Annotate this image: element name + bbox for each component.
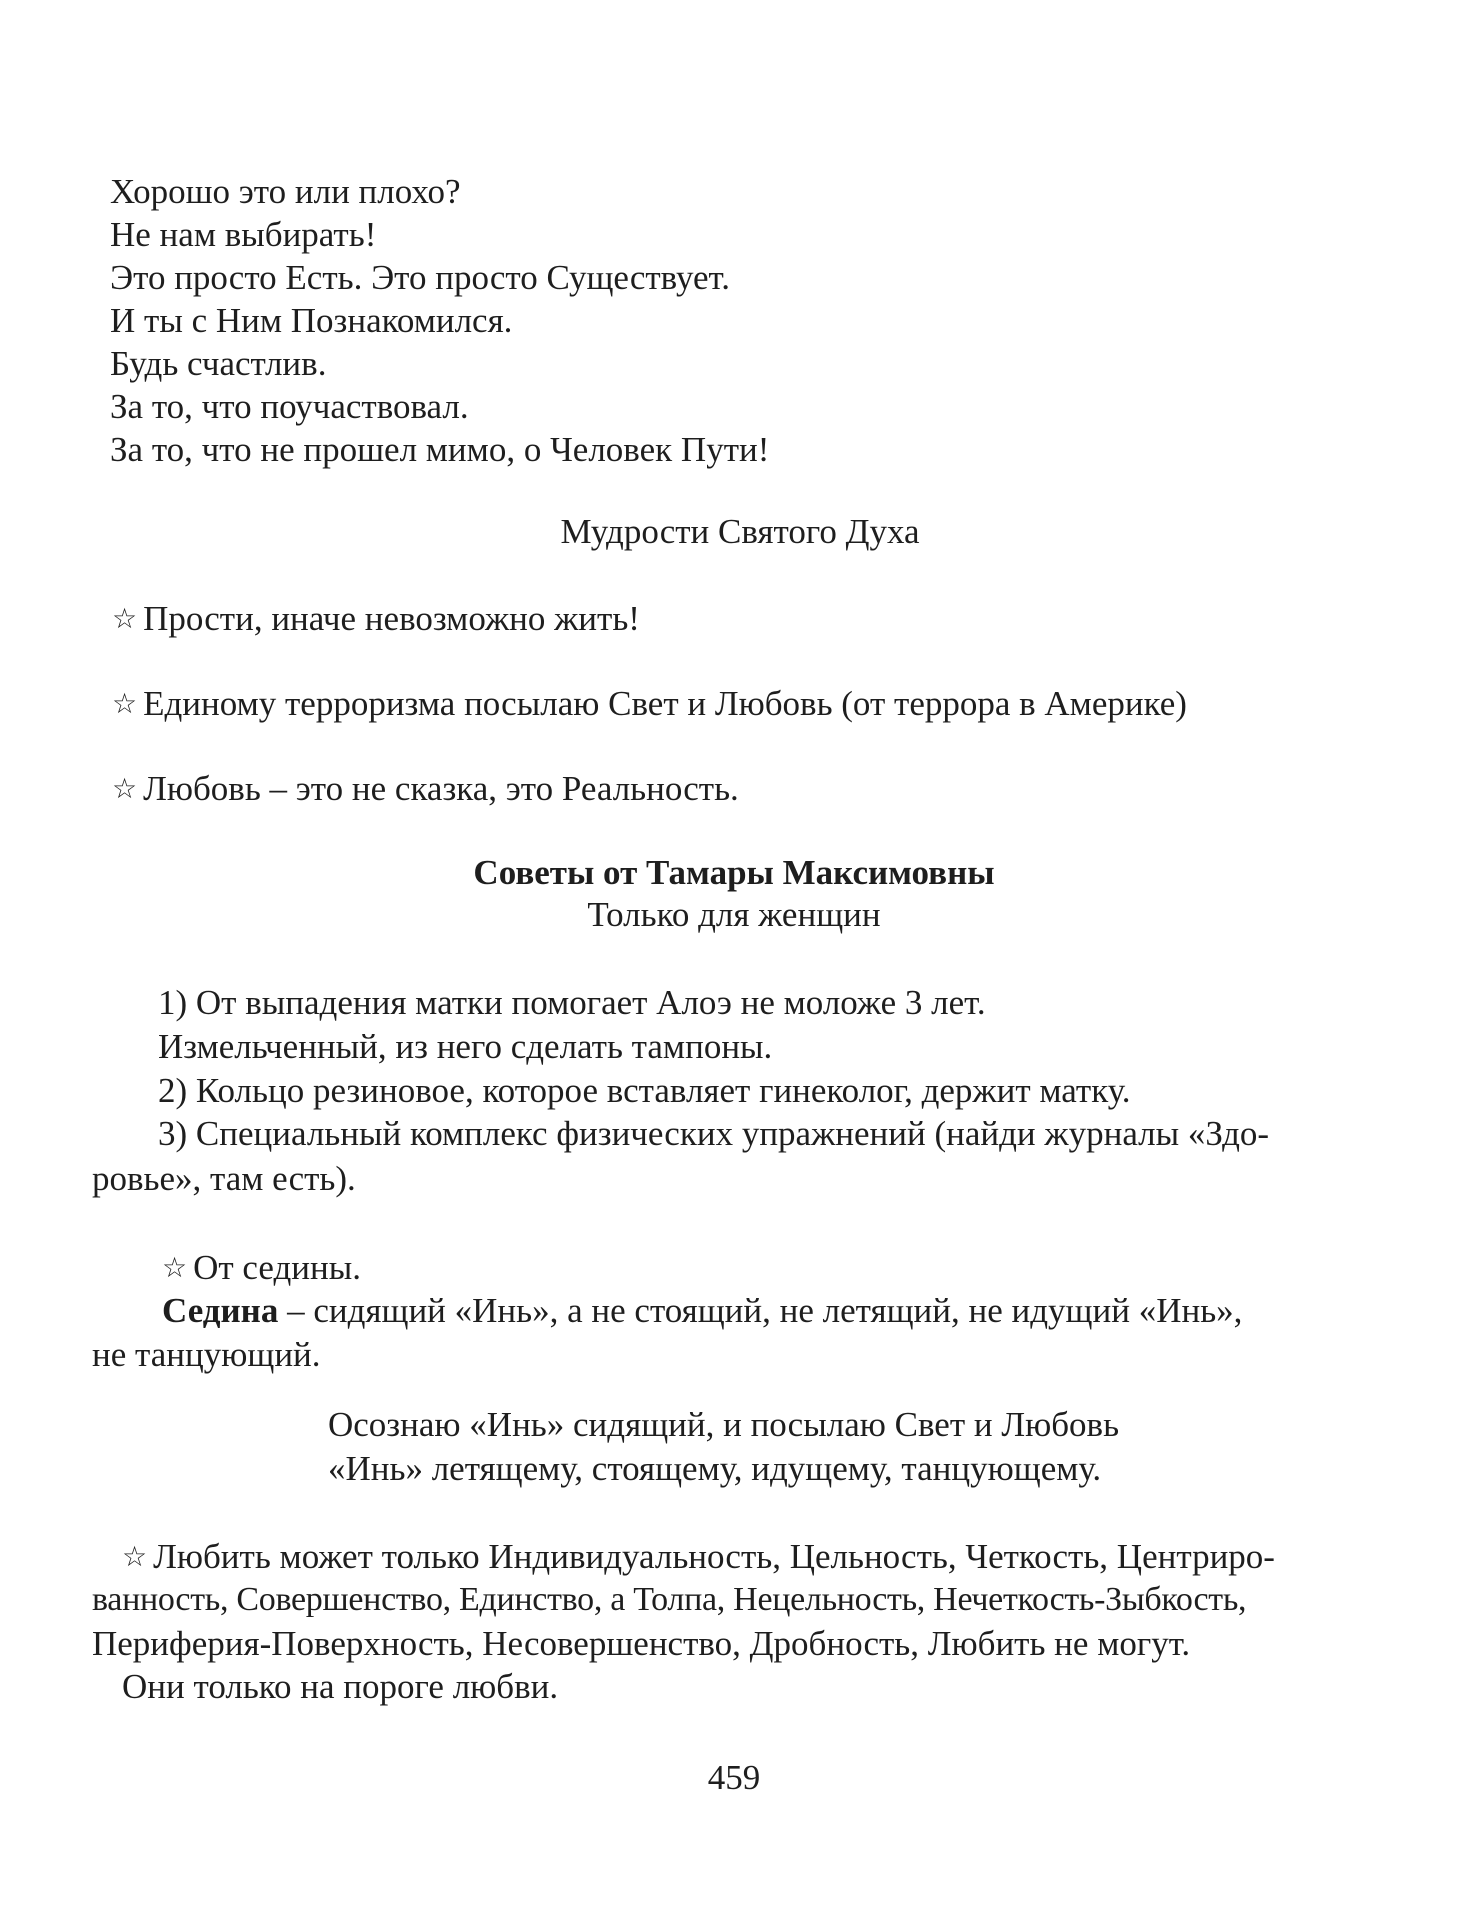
- gray-hair-term: Седина: [162, 1291, 279, 1330]
- advice-line: ровье», там есть).: [92, 1159, 356, 1198]
- poem-line: За то, что поучаствовал.: [110, 387, 469, 426]
- gray-hair-line: не танцующий.: [92, 1335, 321, 1374]
- star-icon: ☆: [112, 687, 138, 720]
- wisdom-item: [112, 767, 739, 813]
- gray-hair-heading-text: От седины.: [193, 1248, 361, 1287]
- star-icon: ☆: [162, 1251, 188, 1284]
- advice-line: Измельченный, из него сделать тампоны.: [158, 1027, 773, 1066]
- advice-title: Советы от Тамары Максимовны: [473, 853, 995, 892]
- poem-line: Будь счастлив.: [110, 344, 327, 383]
- wisdom-item: [112, 597, 640, 643]
- star-icon: ☆: [122, 1540, 148, 1573]
- love-paragraph-line: ванность, Совершенство, Единство, а Толпа, Нецельность, Нечеткость-Зыбкость,: [92, 1581, 1247, 1618]
- poem-line: Хорошо это или плохо?: [110, 172, 461, 211]
- star-icon: ☆: [112, 772, 138, 805]
- poem-line: Это просто Есть. Это просто Существует.: [110, 258, 730, 297]
- wisdom-text: Любовь – это не сказка, это Реальность.: [143, 769, 739, 808]
- wisdom-item: [112, 682, 1187, 728]
- wisdom-text: Единому терроризма посылаю Свет и Любовь (от террора в Америке): [143, 684, 1187, 723]
- love-paragraph-line: Периферия-Поверхность, Несовершенство, Дробность, Любить не могут.: [92, 1624, 1191, 1663]
- poem-line: За то, что не прошел мимо, о Человек Пути!: [110, 430, 770, 469]
- advice-line: 2) Кольцо резиновое, которое вставляет гинеколог, держит матку.: [158, 1071, 1131, 1110]
- love-paragraph-line: Они только на пороге любви.: [122, 1667, 559, 1706]
- poem-line: Не нам выбирать!: [110, 215, 377, 254]
- advice-subtitle: Только для женщин: [587, 895, 881, 934]
- advice-line: 3) Специальный комплекс физических упражнений (найди журналы «Здо-: [158, 1114, 1270, 1153]
- love-paragraph-line: [122, 1535, 1275, 1581]
- gray-hair-line: [162, 1289, 1242, 1333]
- page-number: 459: [707, 1758, 761, 1797]
- affirmation-line: Осознаю «Инь» сидящий, и посылаю Свет и Любовь: [328, 1405, 1120, 1444]
- love-paragraph-text: Любить может только Индивидуальность, Цельность, Четкость, Центриро-: [153, 1537, 1275, 1576]
- wisdom-title: Мудрости Святого Духа: [560, 512, 920, 551]
- wisdom-text: Прости, иначе невозможно жить!: [143, 599, 640, 638]
- affirmation-line: «Инь» летящему, стоящему, идущему, танцующему.: [328, 1449, 1102, 1488]
- gray-hair-text: – сидящий «Инь», а не стоящий, не летящий, не идущий «Инь»,: [278, 1291, 1243, 1330]
- advice-line: 1) От выпадения матки помогает Алоэ не моложе 3 лет.: [158, 983, 986, 1022]
- star-icon: ☆: [112, 602, 138, 635]
- poem-line: И ты с Ним Познакомился.: [110, 301, 513, 340]
- gray-hair-heading: [162, 1246, 361, 1292]
